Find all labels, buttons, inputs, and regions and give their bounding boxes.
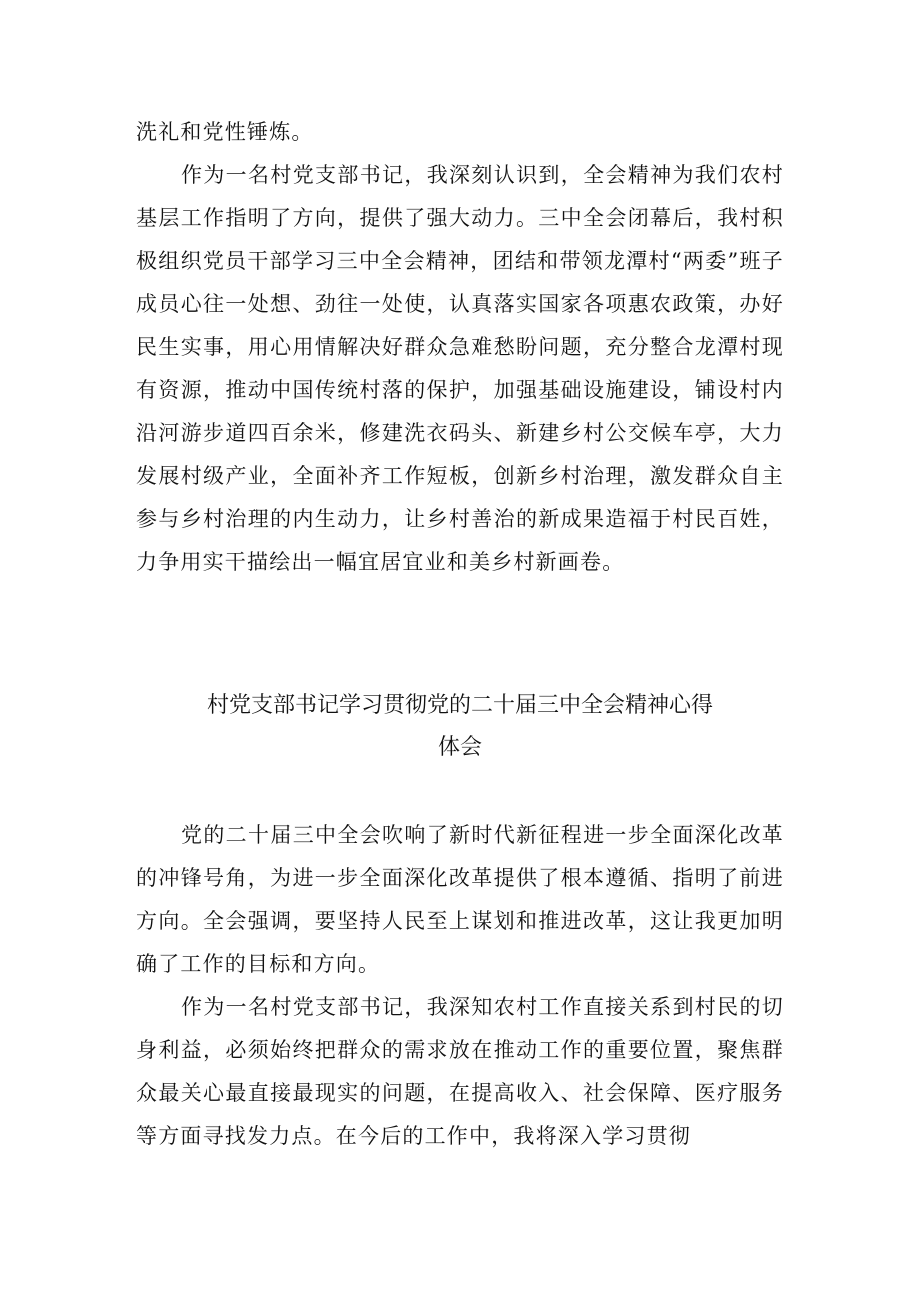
section-heading: [160, 685, 760, 769]
paragraph-1: 作为一名村党支部书记，我深刻认识到，全会精神为我们农村基层工作指明了方向，提供了强大动力。三中全会闭幕后，我村积极组织党员干部学习三中全会精神，团结和带领龙潭村“两委”班子成员心往一处想、劲往一处使，认真落实国家各项惠农政策，办好民生实事，用心用情解决好群众急难愁盼问题，充分整合龙潭村现有资源，推动中国传统村落的保护，加强基础设施建设，铺设村内沿河游步道四百余米，修建洗衣码头、新建乡村公交候车亭，大力发展村级产业，全面补齐工作短板，创新乡村治理，激发群众自主参与乡村治理的内生动力，让乡村善治的新成果造福于村民百姓，力争用实干描绘出一幅宜居宜业和美乡村新画卷。: [136, 163, 784, 574]
paragraph-2: 党的二十届三中全会吹响了新时代新征程进一步全面深化改革的冲锋号角，为进一步全面深化改革提供了根本遵循、指明了前进方向。全会强调，要坚持人民至上谋划和推进改革，这让我更加明确了工作的目标和方向。: [136, 823, 784, 976]
heading-line-1: 村党支部书记学习贯彻党的二十届三中全会精神心得: [206, 693, 713, 718]
section-top: [136, 111, 784, 584]
paragraph-continued: 洗礼和党性锤炼。: [136, 120, 314, 144]
section-bottom: [136, 814, 784, 1158]
heading-line-2: 体会: [437, 735, 482, 760]
paragraph-3: 作为一名村党支部书记，我深知农村工作直接关系到村民的切身利益，必须始终把群众的需求放在推动工作的重要位置，聚焦群众最关心最直接最现实的问题，在提高收入、社会保障、医疗服务等方面寻找发力点。在今后的工作中，我将深入学习贯彻: [136, 995, 784, 1148]
